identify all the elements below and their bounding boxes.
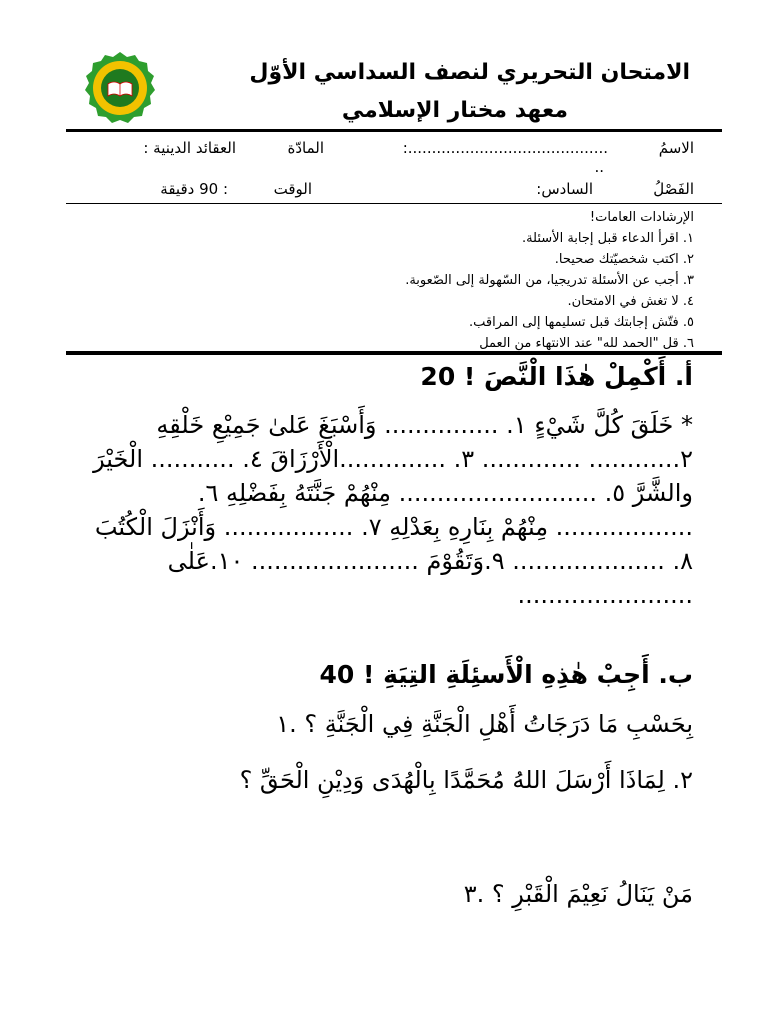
section-a-title: أ. أَكْمِلْ هٰذَا الْنَّصَ ! 20	[420, 362, 693, 391]
instruction-item: ١. اقرأ الدعاء قبل إجابة الأسئلة.	[521, 231, 694, 246]
instruction-item: ٦. قل "الحمد لله" عند الانتهاء من العمل	[479, 336, 694, 351]
divider-top	[66, 129, 722, 132]
question-1: بِحَسْبِ مَا دَرَجَاتُ أَهْلِ الْجَنَّةِ فِي الْجَنَّةِ ؟ .١	[276, 710, 693, 738]
question-3: مَنْ يَنَالُ نَعِيْمَ الْقَبْرِ ؟ .٣	[463, 880, 693, 908]
instruction-item: ٢. اكتب شخصيّتك صحيحا.	[554, 252, 694, 267]
time-value: : 90 دقيقة	[160, 180, 228, 198]
subject-label: المادّة	[287, 139, 324, 157]
name-field-continuation: ..	[594, 158, 604, 176]
divider-instructions	[66, 351, 722, 355]
time-label: الوقت	[273, 180, 312, 198]
exam-title: الامتحان التحريري لنصف السداسي الأوّل	[249, 60, 690, 85]
section-a-fill-text[interactable]: * خَلَقَ كُلَّ شَيْءٍ ١. ............... وَأَسْبَغَ عَلىٰ جَمِيْعِ خَلْقِهِ ٢............ ............. ٣. ..............الْأَرْزَاقَ ٤. ........... الْخَيْرَ والشَّرَّ ٥. .......................... مِنْهُمْ جَنَّتَهُ بِفَضْلِهِ ٦. .................. مِنْهُمْ بِنَارِهِ بِعَدْلِهِ ٧. ................. وَأَنْزَلَ الْكُتُبَ ٨. .................... ٩.وَتَقُوْمَ ...................... ١٠.عَلٰى .......................	[93, 411, 693, 609]
name-label: الاسمُ	[658, 139, 694, 157]
section-b-title: ب. أَجِبْ هٰذِهِ الْأَسئِلَةِ التِيَةِ ! 40	[319, 660, 693, 689]
question-2: ٢. لِمَاذَا أَرْسَلَ اللهُ مُحَمَّدًا بِالْهُدَى وَدِيْنِ الْحَقِّ ؟	[239, 766, 693, 794]
institute-name: معهد مختار الإسلامي	[341, 98, 568, 123]
instruction-item: ٣. أجب عن الأسئلة تدريجيا، من السّهولة إلى الصّعوبة.	[405, 273, 694, 288]
class-label: الفَصْلُ	[653, 180, 694, 198]
instruction-item: ٥. فتّش إجابتك قبل تسليمها إلى المراقب.	[468, 315, 694, 330]
divider-info	[66, 203, 722, 204]
class-value: السادس:	[536, 180, 593, 198]
subject-value: العقائد الدينية :	[143, 139, 236, 157]
name-field[interactable]: :..........................................	[402, 139, 608, 157]
school-logo	[78, 52, 162, 124]
instructions-heading: الإرشادات العامات!	[589, 210, 694, 225]
instructions-block	[94, 207, 694, 354]
instruction-item: ٤. لا تغش في الامتحان.	[567, 294, 694, 309]
